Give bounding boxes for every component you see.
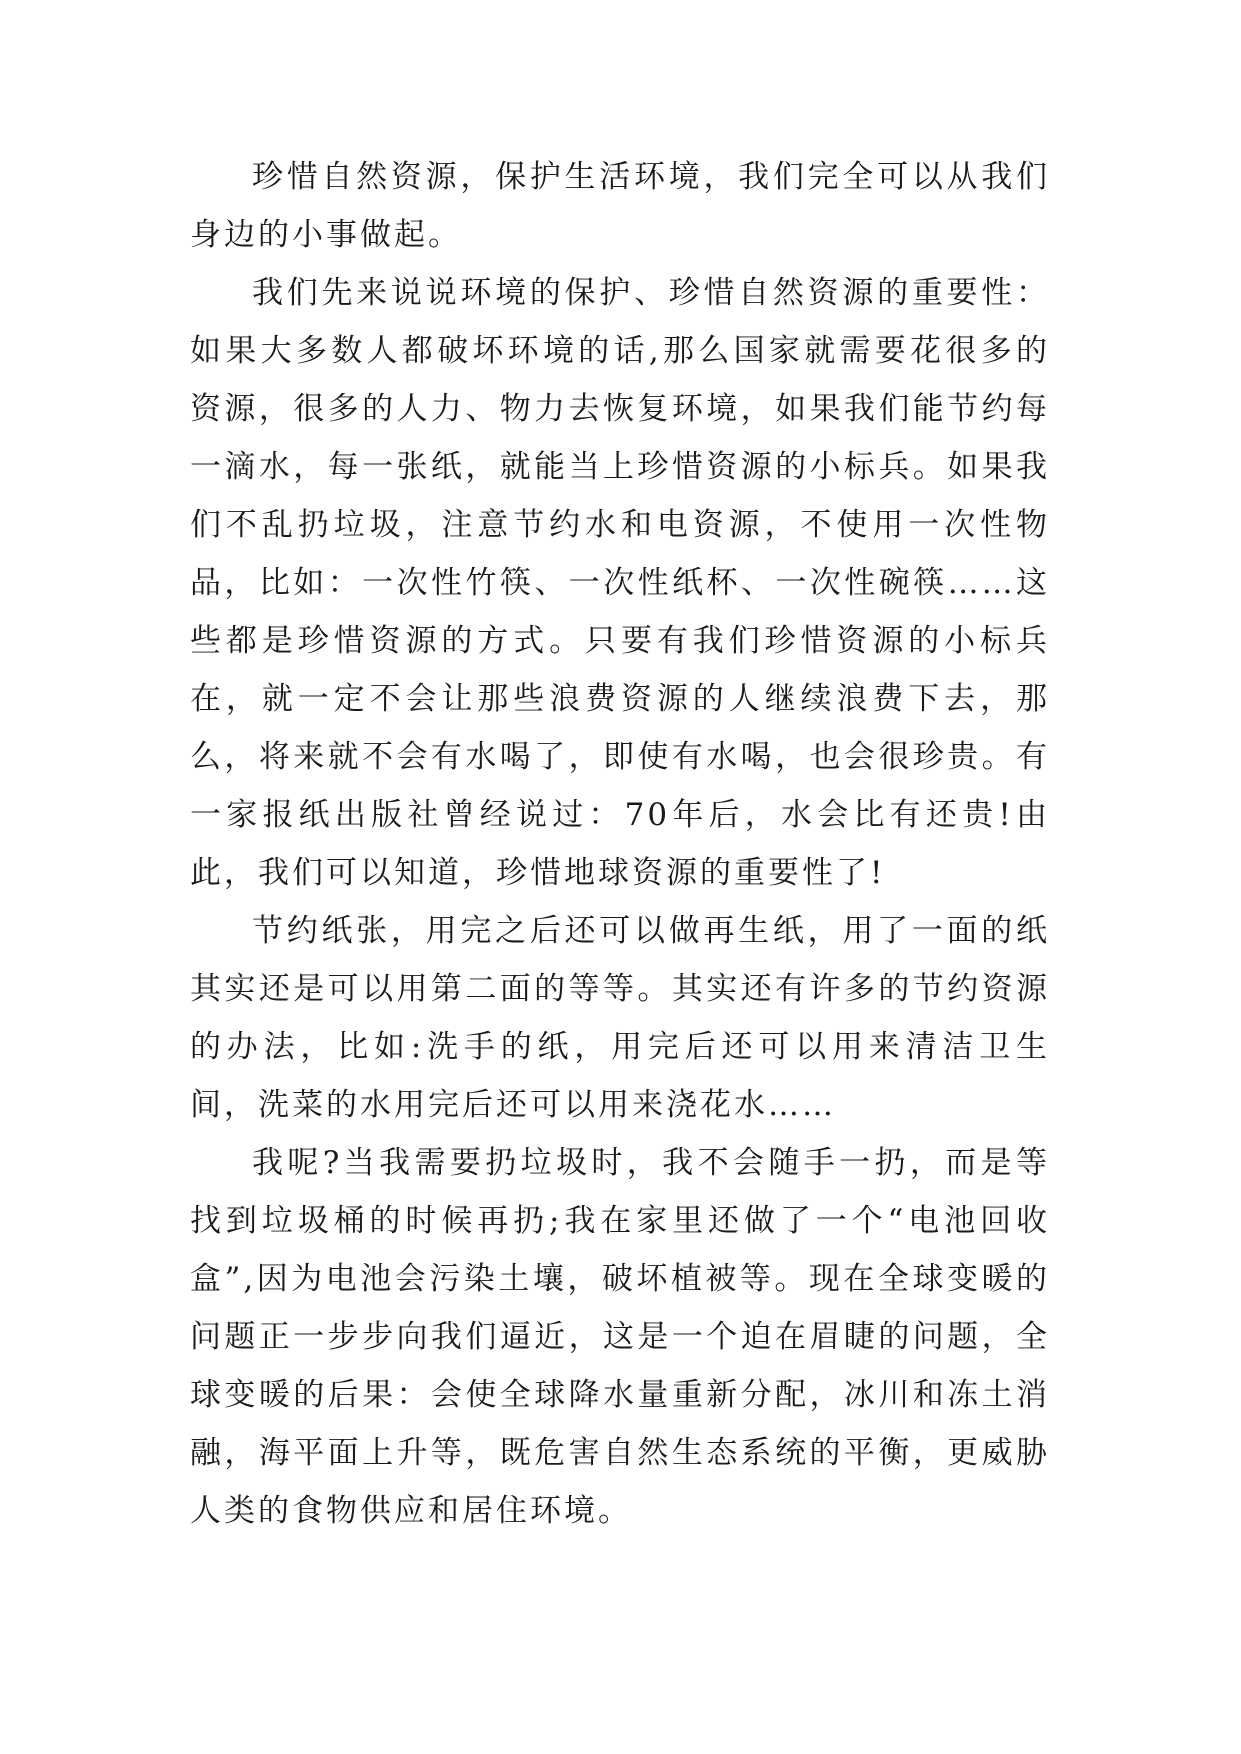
- paragraph: 我们先来说说环境的保护、珍惜自然资源的重要性：如果大多数人都破坏环境的话,那么国家就需要花很多的资源，很多的人力、物力去恢复环境，如果我们能节约每一滴水，每一张纸，就能当上珍惜资源的小标兵。如果我们不乱扔垃圾，注意节约水和电资源，不使用一次性物品，比如：一次性竹筷、一次性纸杯、一次性碗筷……这些都是珍惜资源的方式。只要有我们珍惜资源的小标兵在，就一定不会让那些浪费资源的人继续浪费下去，那么，将来就不会有水喝了，即使有水喝，也会很珍贵。有一家报纸出版社曾经说过：70年后，水会比有还贵!由此，我们可以知道，珍惜地球资源的重要性了!: [190, 275, 1050, 891]
- paragraph: 我呢?当我需要扔垃圾时，我不会随手一扔，而是等找到垃圾桶的时候再扔;我在家里还做了一个“电池回收盒”,因为电池会污染土壤，破坏植被等。现在全球变暖的问题正一步步向我们逼近，这是一个迫在眉睫的问题，全球变暖的后果：会使全球降水量重新分配，冰川和冻土消融，海平面上升等，既危害自然生态系统的平衡，更威胁人类的食物供应和居住环境。: [190, 1145, 1050, 1529]
- paragraph: 珍惜自然资源，保护生活环境，我们完全可以从我们身边的小事做起。: [190, 159, 1050, 253]
- document-body: [190, 148, 1050, 1540]
- paragraph: 节约纸张，用完之后还可以做再生纸，用了一面的纸其实还是可以用第二面的等等。其实还有许多的节约资源的办法，比如:洗手的纸，用完后还可以用来清洁卫生间，洗菜的水用完后还可以用来浇花水……: [190, 913, 1050, 1123]
